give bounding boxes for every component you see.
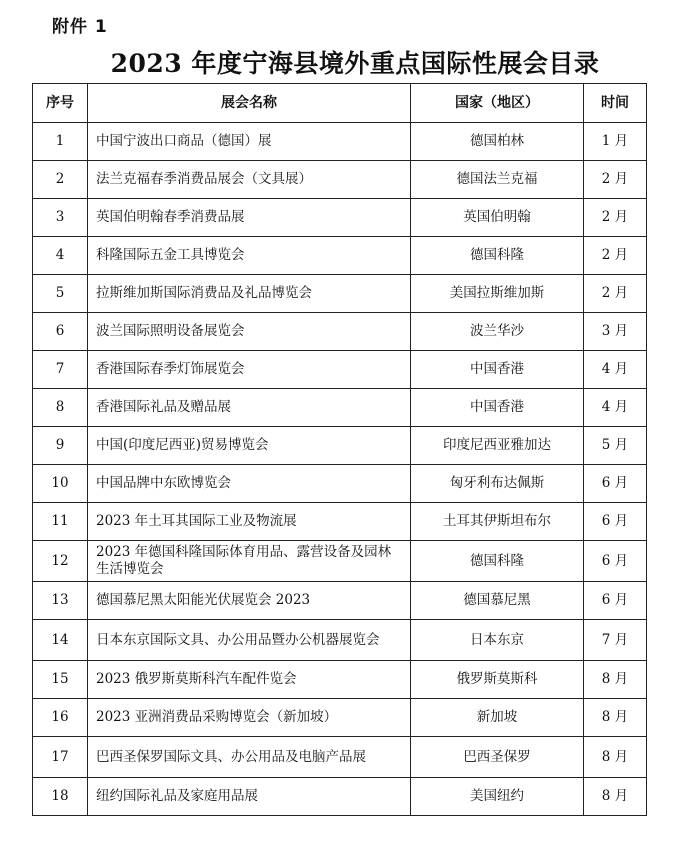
time-cell: 6 月 bbox=[584, 503, 647, 541]
location-cell: 日本东京 bbox=[411, 620, 584, 661]
location-cell: 匈牙利布达佩斯 bbox=[411, 465, 584, 503]
column-header-number: 序号 bbox=[33, 84, 88, 123]
table-row bbox=[33, 503, 647, 541]
row-number-cell: 2 bbox=[33, 161, 88, 199]
time-cell: 4 月 bbox=[584, 389, 647, 427]
exhibition-name-cell: 香港国际春季灯饰展览会 bbox=[88, 351, 411, 389]
location-cell: 英国伯明翰 bbox=[411, 199, 584, 237]
time-cell: 6 月 bbox=[584, 541, 647, 582]
row-number-cell: 4 bbox=[33, 237, 88, 275]
column-header-name: 展会名称 bbox=[88, 84, 411, 123]
exhibition-name-cell: 拉斯维加斯国际消费品及礼品博览会 bbox=[88, 275, 411, 313]
location-cell: 德国慕尼黑 bbox=[411, 582, 584, 620]
table-header-row bbox=[33, 84, 647, 123]
time-cell: 8 月 bbox=[584, 699, 647, 737]
time-cell: 8 月 bbox=[584, 737, 647, 778]
table-body bbox=[33, 123, 647, 816]
location-cell: 新加坡 bbox=[411, 699, 584, 737]
time-cell: 5 月 bbox=[584, 427, 647, 465]
table-row bbox=[33, 161, 647, 199]
table-row bbox=[33, 199, 647, 237]
table-row bbox=[33, 237, 647, 275]
exhibition-name-cell: 香港国际礼品及赠品展 bbox=[88, 389, 411, 427]
time-cell: 3 月 bbox=[584, 313, 647, 351]
table-row bbox=[33, 699, 647, 737]
table-row bbox=[33, 313, 647, 351]
location-cell: 印度尼西亚雅加达 bbox=[411, 427, 584, 465]
table-row bbox=[33, 427, 647, 465]
time-cell: 6 月 bbox=[584, 465, 647, 503]
time-cell: 2 月 bbox=[584, 161, 647, 199]
row-number-cell: 6 bbox=[33, 313, 88, 351]
exhibition-name-cell: 纽约国际礼品及家庭用品展 bbox=[88, 778, 411, 816]
time-cell: 6 月 bbox=[584, 582, 647, 620]
table-row bbox=[33, 275, 647, 313]
location-cell: 中国香港 bbox=[411, 389, 584, 427]
exhibition-name-cell: 巴西圣保罗国际文具、办公用品及电脑产品展 bbox=[88, 737, 411, 778]
exhibition-name-cell: 科隆国际五金工具博览会 bbox=[88, 237, 411, 275]
row-number-cell: 5 bbox=[33, 275, 88, 313]
table-row bbox=[33, 737, 647, 778]
row-number-cell: 12 bbox=[33, 541, 88, 582]
table-row bbox=[33, 661, 647, 699]
column-header-location: 国家（地区） bbox=[411, 84, 584, 123]
table-row bbox=[33, 123, 647, 161]
time-cell: 2 月 bbox=[584, 237, 647, 275]
exhibition-name-cell: 英国伯明翰春季消费品展 bbox=[88, 199, 411, 237]
time-cell: 4 月 bbox=[584, 351, 647, 389]
table-row bbox=[33, 351, 647, 389]
table-row bbox=[33, 778, 647, 816]
location-cell: 美国拉斯维加斯 bbox=[411, 275, 584, 313]
location-cell: 德国法兰克福 bbox=[411, 161, 584, 199]
exhibition-name-cell: 日本东京国际文具、办公用品暨办公机器展览会 bbox=[88, 620, 411, 661]
time-cell: 8 月 bbox=[584, 661, 647, 699]
table-row bbox=[33, 541, 647, 582]
row-number-cell: 15 bbox=[33, 661, 88, 699]
exhibition-name-cell: 中国(印度尼西亚)贸易博览会 bbox=[88, 427, 411, 465]
location-cell: 德国科隆 bbox=[411, 541, 584, 582]
exhibition-table bbox=[32, 83, 647, 816]
location-cell: 德国科隆 bbox=[411, 237, 584, 275]
table-row bbox=[33, 465, 647, 503]
column-header-time: 时间 bbox=[584, 84, 647, 123]
row-number-cell: 7 bbox=[33, 351, 88, 389]
row-number-cell: 1 bbox=[33, 123, 88, 161]
exhibition-name-cell: 法兰克福春季消费品展会（文具展） bbox=[88, 161, 411, 199]
row-number-cell: 3 bbox=[33, 199, 88, 237]
time-cell: 2 月 bbox=[584, 275, 647, 313]
row-number-cell: 11 bbox=[33, 503, 88, 541]
row-number-cell: 10 bbox=[33, 465, 88, 503]
location-cell: 中国香港 bbox=[411, 351, 584, 389]
exhibition-name-cell: 德国慕尼黑太阳能光伏展览会 2023 bbox=[88, 582, 411, 620]
time-cell: 1 月 bbox=[584, 123, 647, 161]
exhibition-name-cell: 2023 年德国科隆国际体育用品、露营设备及园林生活博览会 bbox=[88, 541, 411, 582]
location-cell: 俄罗斯莫斯科 bbox=[411, 661, 584, 699]
time-cell: 8 月 bbox=[584, 778, 647, 816]
row-number-cell: 9 bbox=[33, 427, 88, 465]
time-cell: 2 月 bbox=[584, 199, 647, 237]
location-cell: 波兰华沙 bbox=[411, 313, 584, 351]
row-number-cell: 13 bbox=[33, 582, 88, 620]
table-row bbox=[33, 620, 647, 661]
exhibition-name-cell: 2023 年土耳其国际工业及物流展 bbox=[88, 503, 411, 541]
attachment-label: 附件 1 bbox=[52, 17, 108, 37]
table-row bbox=[33, 582, 647, 620]
row-number-cell: 18 bbox=[33, 778, 88, 816]
document-title: 2023 年度宁海县境外重点国际性展会目录 bbox=[110, 49, 600, 78]
location-cell: 巴西圣保罗 bbox=[411, 737, 584, 778]
exhibition-name-cell: 中国宁波出口商品（德国）展 bbox=[88, 123, 411, 161]
location-cell: 美国纽约 bbox=[411, 778, 584, 816]
exhibition-name-cell: 2023 亚洲消费品采购博览会（新加坡） bbox=[88, 699, 411, 737]
row-number-cell: 8 bbox=[33, 389, 88, 427]
time-cell: 7 月 bbox=[584, 620, 647, 661]
exhibition-name-cell: 2023 俄罗斯莫斯科汽车配件览会 bbox=[88, 661, 411, 699]
exhibition-name-cell: 波兰国际照明设备展览会 bbox=[88, 313, 411, 351]
exhibition-name-cell: 中国品牌中东欧博览会 bbox=[88, 465, 411, 503]
location-cell: 土耳其伊斯坦布尔 bbox=[411, 503, 584, 541]
row-number-cell: 14 bbox=[33, 620, 88, 661]
row-number-cell: 17 bbox=[33, 737, 88, 778]
row-number-cell: 16 bbox=[33, 699, 88, 737]
location-cell: 德国柏林 bbox=[411, 123, 584, 161]
table-row bbox=[33, 389, 647, 427]
